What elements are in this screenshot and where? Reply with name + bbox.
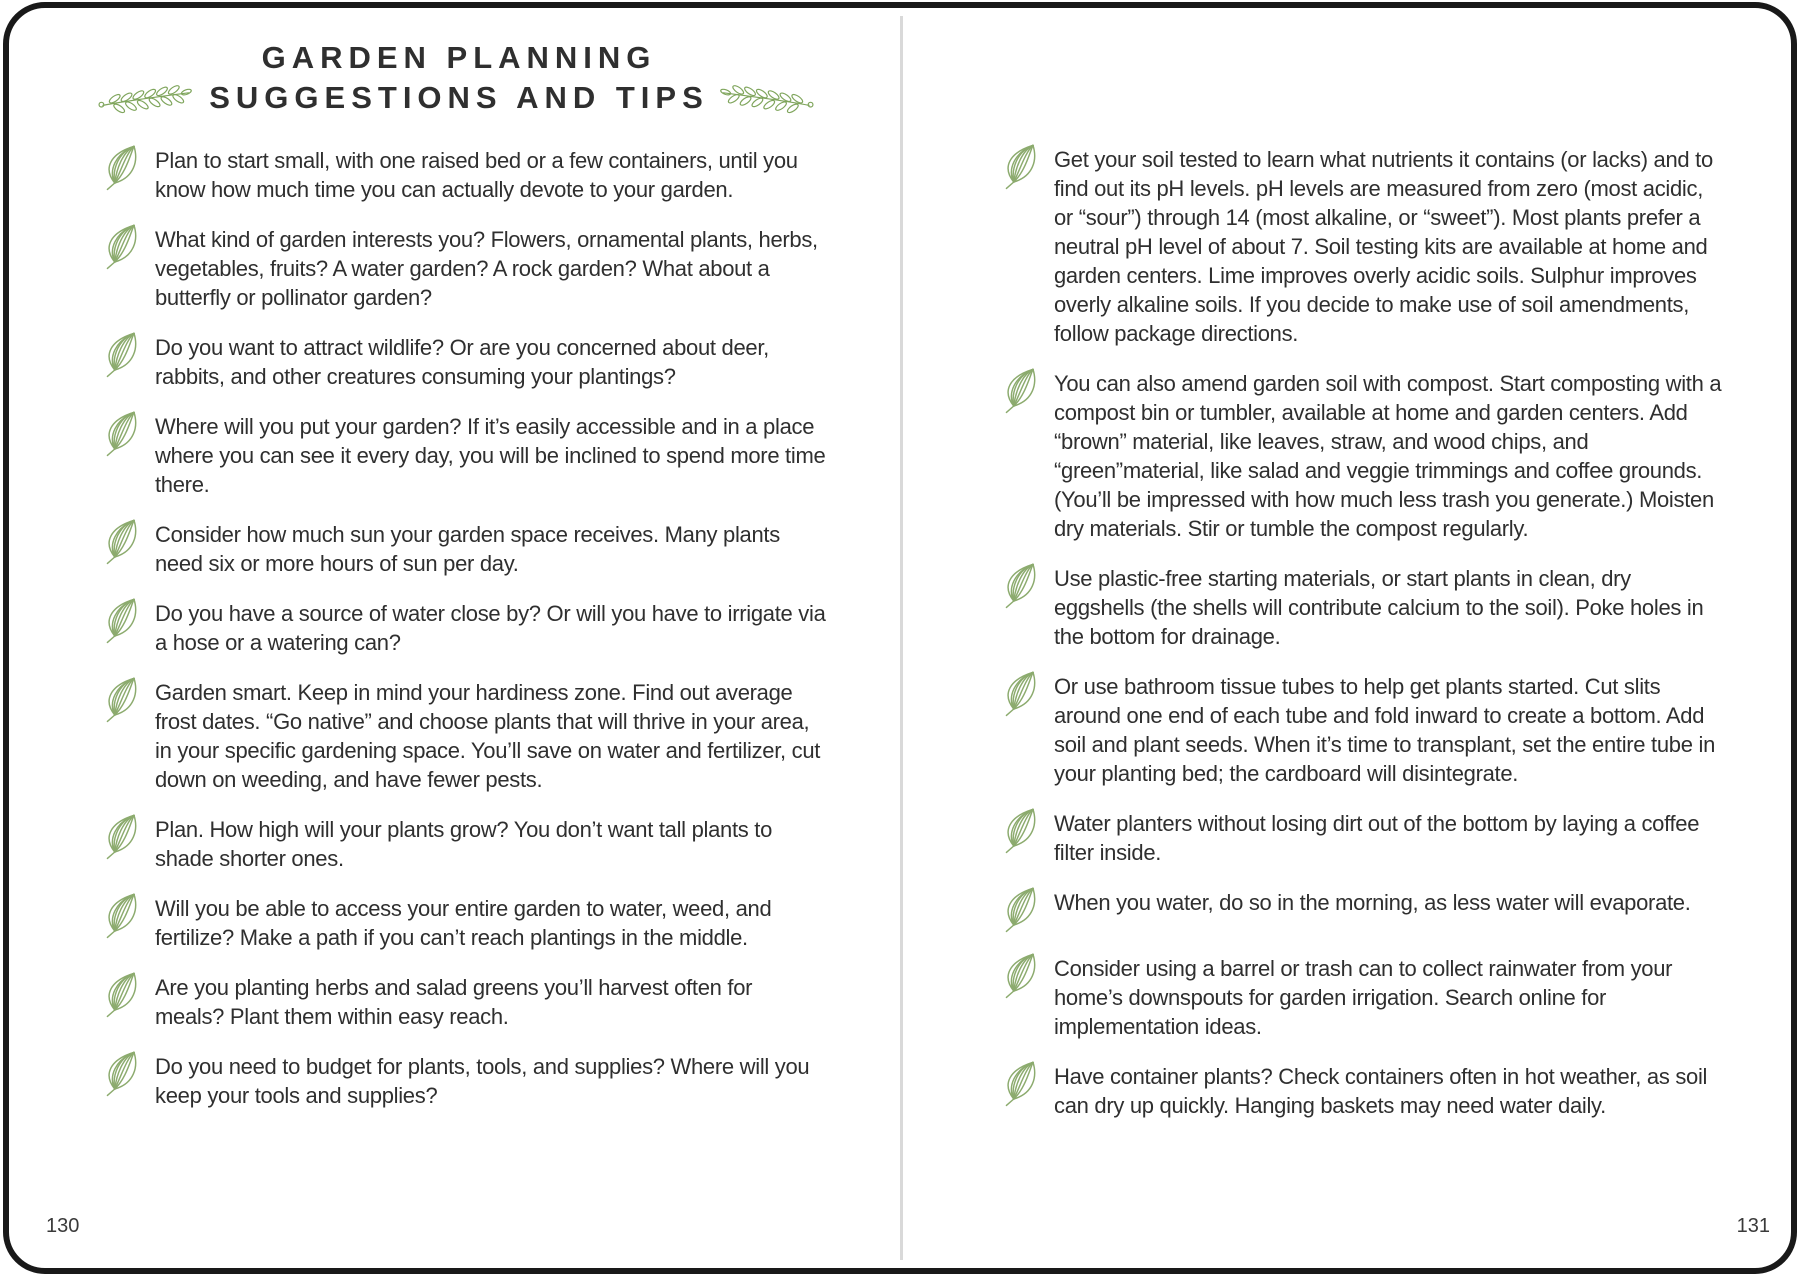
title-line-2-row [9, 78, 903, 118]
leaf-bullet-icon [1000, 365, 1044, 414]
leaf-bullet-icon [101, 516, 145, 565]
page-number-right: 131 [1736, 1215, 1770, 1237]
tip-text: You can also amend garden soil with compost. Start composting with a compost bin or tumbler, available at home and garden centers. Add “brown” material, like leaves, straw, and wood chips, and “green”material, like salad and veggie trimmings and coffee grounds. (You’ll be impressed with how much less trash you generate.) Moisten dry materials. Stir or tumble the compost regularly. [1054, 371, 1722, 541]
tip-item [1000, 888, 1730, 933]
tip-text: Do you want to attract wildlife? Or are you concerned about deer, rabbits, and other creatures consuming your plantings? [155, 335, 769, 389]
leaf-bullet-icon [1000, 950, 1044, 999]
tip-text: Where will you put your garden? If it’s easily accessible and in a place where you can see it every day, you will be inclined to spend more time there. [155, 414, 826, 497]
right-page [906, 8, 1796, 1268]
tip-text: Are you planting herbs and salad greens you’ll harvest often for meals? Plant them within easy reach. [155, 975, 753, 1029]
leaf-bullet-icon [1000, 141, 1044, 190]
leaf-bullet-icon [1000, 884, 1044, 933]
leaf-bullet-icon [101, 142, 145, 191]
leaf-bullet-icon [101, 329, 145, 378]
tip-item [101, 894, 831, 952]
title-line-2: SUGGESTIONS AND TIPS [209, 80, 709, 115]
page-title [9, 38, 903, 118]
tip-text: Have container plants? Check containers often in hot weather, as soil can dry up quickly. Hanging baskets may need water daily. [1054, 1064, 1708, 1118]
branch-ornament-left-icon [97, 81, 193, 115]
tip-text: Plan. How high will your plants grow? You don’t want tall plants to shade shorter ones. [155, 817, 773, 871]
tip-text: Do you have a source of water close by? Or will you have to irrigate via a hose or a watering can? [155, 601, 826, 655]
leaf-bullet-icon [1000, 668, 1044, 717]
tip-item [1000, 954, 1730, 1041]
leaf-bullet-icon [101, 595, 145, 644]
tip-item [1000, 672, 1730, 788]
tip-text: Or use bathroom tissue tubes to help get plants started. Cut slits around one end of each tube and fold inward to create a bottom. Add soil and plant seeds. When it’s time to transplant, set the entire tube in your planting bed; the cardboard will disintegrate. [1054, 674, 1716, 786]
tip-item [101, 678, 831, 794]
tips-list-left [101, 146, 831, 1110]
tip-text: Water planters without losing dirt out of the bottom by laying a coffee filter inside. [1054, 811, 1700, 865]
tip-text: Use plastic-free starting materials, or start plants in clean, dry eggshells (the shells will contribute calcium to the soil). Poke holes in the bottom for drainage. [1054, 566, 1704, 649]
tip-item [101, 973, 831, 1031]
tip-item [101, 1052, 831, 1110]
tip-text: Consider using a barrel or trash can to collect rainwater from your home’s downspouts for garden irrigation. Search online for implementation ideas. [1054, 956, 1673, 1039]
tip-text: Get your soil tested to learn what nutrients it contains (or lacks) and to find out its pH levels. pH levels are measured from zero (most acidic, or “sour”) through 14 (most alkaline, or “sweet”). Most plants prefer a neutral pH level of about 7. Soil testing kits are available at home and garden centers. Lime improves overly acidic soils. Sulphur improves overly alkaline soils. If you decide to make use of soil amendments, follow package directions. [1054, 147, 1713, 346]
leaf-bullet-icon [101, 221, 145, 270]
tip-item [1000, 1062, 1730, 1120]
tip-item [1000, 809, 1730, 867]
leaf-bullet-icon [101, 1048, 145, 1097]
tips-list-right [1000, 145, 1730, 1120]
leaf-bullet-icon [1000, 1058, 1044, 1107]
leaf-bullet-icon [101, 890, 145, 939]
tip-item [101, 412, 831, 499]
leaf-bullet-icon [101, 408, 145, 457]
tip-text: What kind of garden interests you? Flowers, ornamental plants, herbs, vegetables, fruits? A water garden? A rock garden? What about a butterfly or pollinator garden? [155, 227, 818, 310]
branch-ornament-right-icon [719, 81, 815, 115]
tip-item [101, 225, 831, 312]
tip-text: When you water, do so in the morning, as less water will evaporate. [1054, 890, 1691, 915]
tip-item [101, 146, 831, 204]
tip-text: Garden smart. Keep in mind your hardiness zone. Find out average frost dates. “Go native” and choose plants that will thrive in your area, in your specific gardening space. You’ll save on water and fertilizer, cut down on weeding, and have fewer pests. [155, 680, 821, 792]
tip-item [1000, 564, 1730, 651]
page-gutter-divider [900, 16, 903, 1260]
page-number-left: 130 [46, 1215, 80, 1237]
tip-text: Consider how much sun your garden space receives. Many plants need six or more hours of sun per day. [155, 522, 780, 576]
tip-item [101, 333, 831, 391]
tip-item [1000, 145, 1730, 348]
tip-text: Do you need to budget for plants, tools, and supplies? Where will you keep your tools and supplies? [155, 1054, 810, 1108]
tip-item [1000, 369, 1730, 543]
tip-item [101, 520, 831, 578]
leaf-bullet-icon [1000, 560, 1044, 609]
tip-text: Plan to start small, with one raised bed or a few containers, until you know how much time you can actually devote to your garden. [155, 148, 798, 202]
title-line-1: GARDEN PLANNING [261, 40, 657, 75]
tip-item [101, 815, 831, 873]
tip-text: Will you be able to access your entire garden to water, weed, and fertilize? Make a path if you can’t reach plantings in the middle. [155, 896, 772, 950]
tip-item [101, 599, 831, 657]
leaf-bullet-icon [1000, 805, 1044, 854]
page-border-frame [3, 2, 1797, 1274]
leaf-bullet-icon [101, 674, 145, 723]
left-page [9, 8, 903, 1268]
leaf-bullet-icon [101, 969, 145, 1018]
leaf-bullet-icon [101, 811, 145, 860]
